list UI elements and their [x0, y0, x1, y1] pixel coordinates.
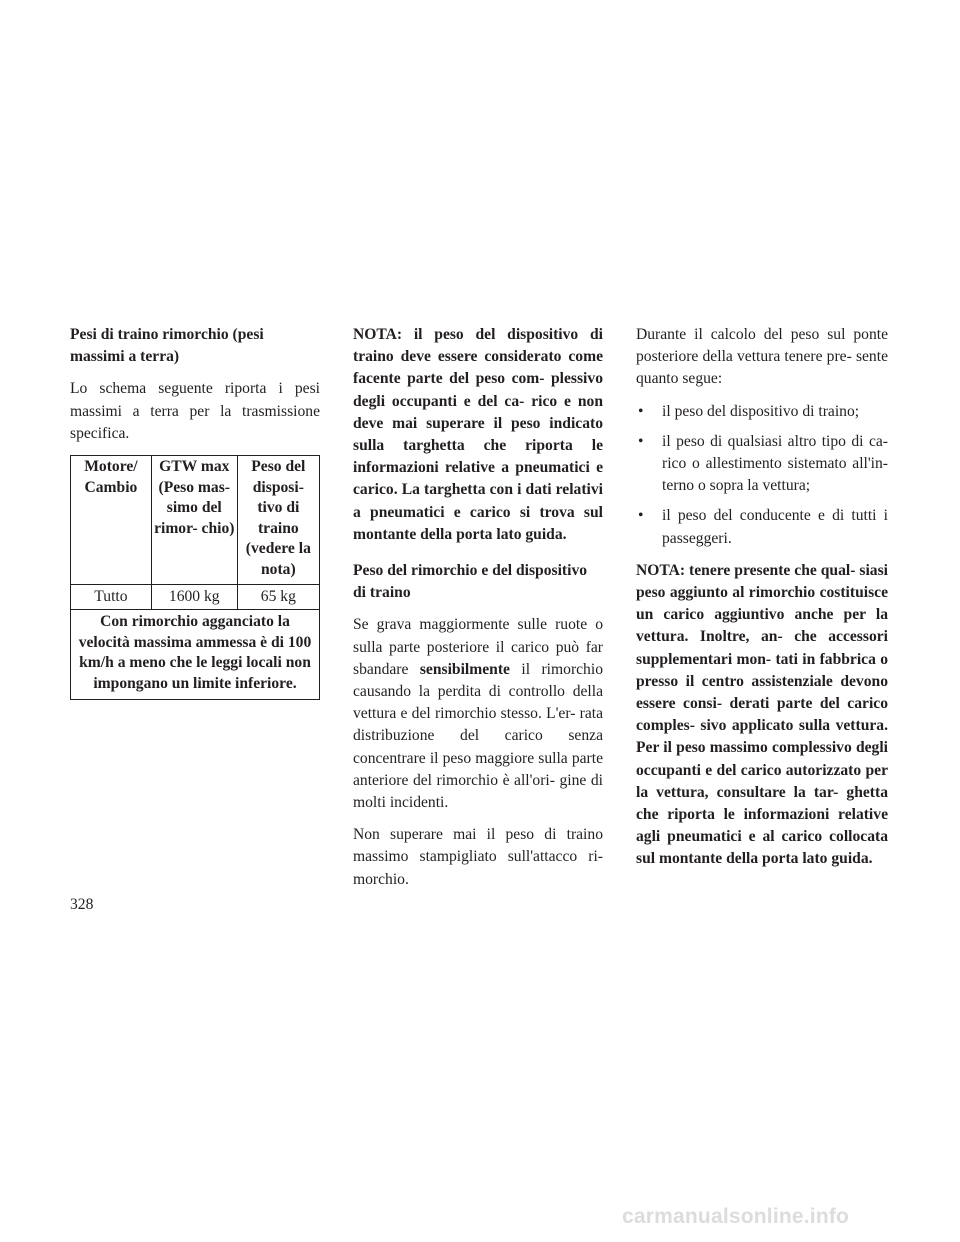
axle-weight-intro: Durante il calcolo del peso sul ponte posteriore della vettura tenere pre- sente quanto segue:	[636, 326, 888, 388]
paragraph-text-start: Se grava maggiormente sulle ruote o sulla parte posteriore il carico può far sbandare	[353, 616, 603, 678]
hitch-weight-note: NOTA: il peso del dispositivo di traino deve essere considerato come facente parte del peso com- plessivo degli occupanti e del ca- rico e non deve mai superare il peso indicato sulla targhetta che riporta le informazioni relative a pneumatici e carico. La targhetta con i dati relativi a pneumatici e carico si trova sul montante della porta lato guida.	[353, 326, 603, 543]
cell-hitch-value: 65 kg	[237, 584, 319, 610]
towing-weights-table	[70, 455, 320, 700]
watermark: carmanualsonline.info	[622, 1205, 850, 1228]
paragraph-emphasis: sensibilmente	[419, 660, 510, 678]
list-item: • il peso del conducente e di tutti i passeggeri.	[636, 505, 888, 549]
towing-weights-heading: Pesi di traino rimorchio (pesi massimi a terra)	[70, 326, 264, 366]
table-footnote: Con rimorchio agganciato la velocità massima ammessa è di 100 km/h a meno che le leggi locali non impongano un limite inferiore.	[71, 610, 320, 699]
cell-gtw-value: 1600 kg	[151, 584, 237, 610]
header-engine-transmission: Motore/ Cambio	[71, 456, 152, 585]
table-footnote-row	[71, 610, 320, 699]
additional-load-note: NOTA: tenere presente che qual- siasi peso aggiunto al rimorchio costituisce un carico aggiuntivo anche per la vettura. Inoltre, an- che accessori supplementari mon- tati in fabbrica o presso il centro assistenziale devono essere consi- derati parte del carico comples- sivo applicato sulla vettura. Per il peso massimo complessivo degli occupanti e del carico autorizzato per la vettura, consultare la tar- ghetta che riporta le informazioni relative agli pneumatici e al carico collocata sul montante della porta lato guida.	[636, 561, 888, 868]
left-column	[70, 324, 320, 700]
list-item: • il peso di qualsiasi altro tipo di ca- rico o allestimento sistemato all'in- terno o sopra la vettura;	[636, 431, 888, 498]
header-hitch-weight: Peso del disposi- tivo di traino (vedere la nota)	[237, 456, 319, 585]
right-column	[636, 324, 888, 885]
middle-column	[353, 324, 603, 901]
table-row	[71, 584, 320, 610]
axle-weight-list	[636, 401, 888, 550]
trailer-weight-heading: Peso del rimorchio e del dispositivo di traino	[353, 562, 588, 602]
header-gtw-max-text: GTW max (Peso mas- simo del rimor- chio)	[154, 458, 235, 537]
page-number: 328	[70, 896, 94, 913]
paragraph-text-end: il rimorchio causando la perdita di controllo della vettura e del rimorchio stesso. L'er- rata distribuzione del carico senza concentrare il peso maggiore sulla parte anteriore del rimorchio è all'ori- gine di molti incidenti.	[353, 660, 603, 812]
list-item: • il peso del dispositivo di traino;	[636, 401, 888, 423]
load-distribution-paragraph	[353, 614, 603, 814]
cell-engine-all: Tutto	[71, 584, 152, 610]
towing-weights-intro: Lo schema seguente riporta i pesi massimi a terra per la trasmissione specifica.	[70, 380, 320, 442]
header-gtw-max	[151, 456, 237, 585]
max-weight-paragraph: Non superare mai il peso di traino massimo stampigliato sull'attacco ri- morchio.	[353, 826, 603, 888]
table-header-row	[71, 456, 320, 585]
